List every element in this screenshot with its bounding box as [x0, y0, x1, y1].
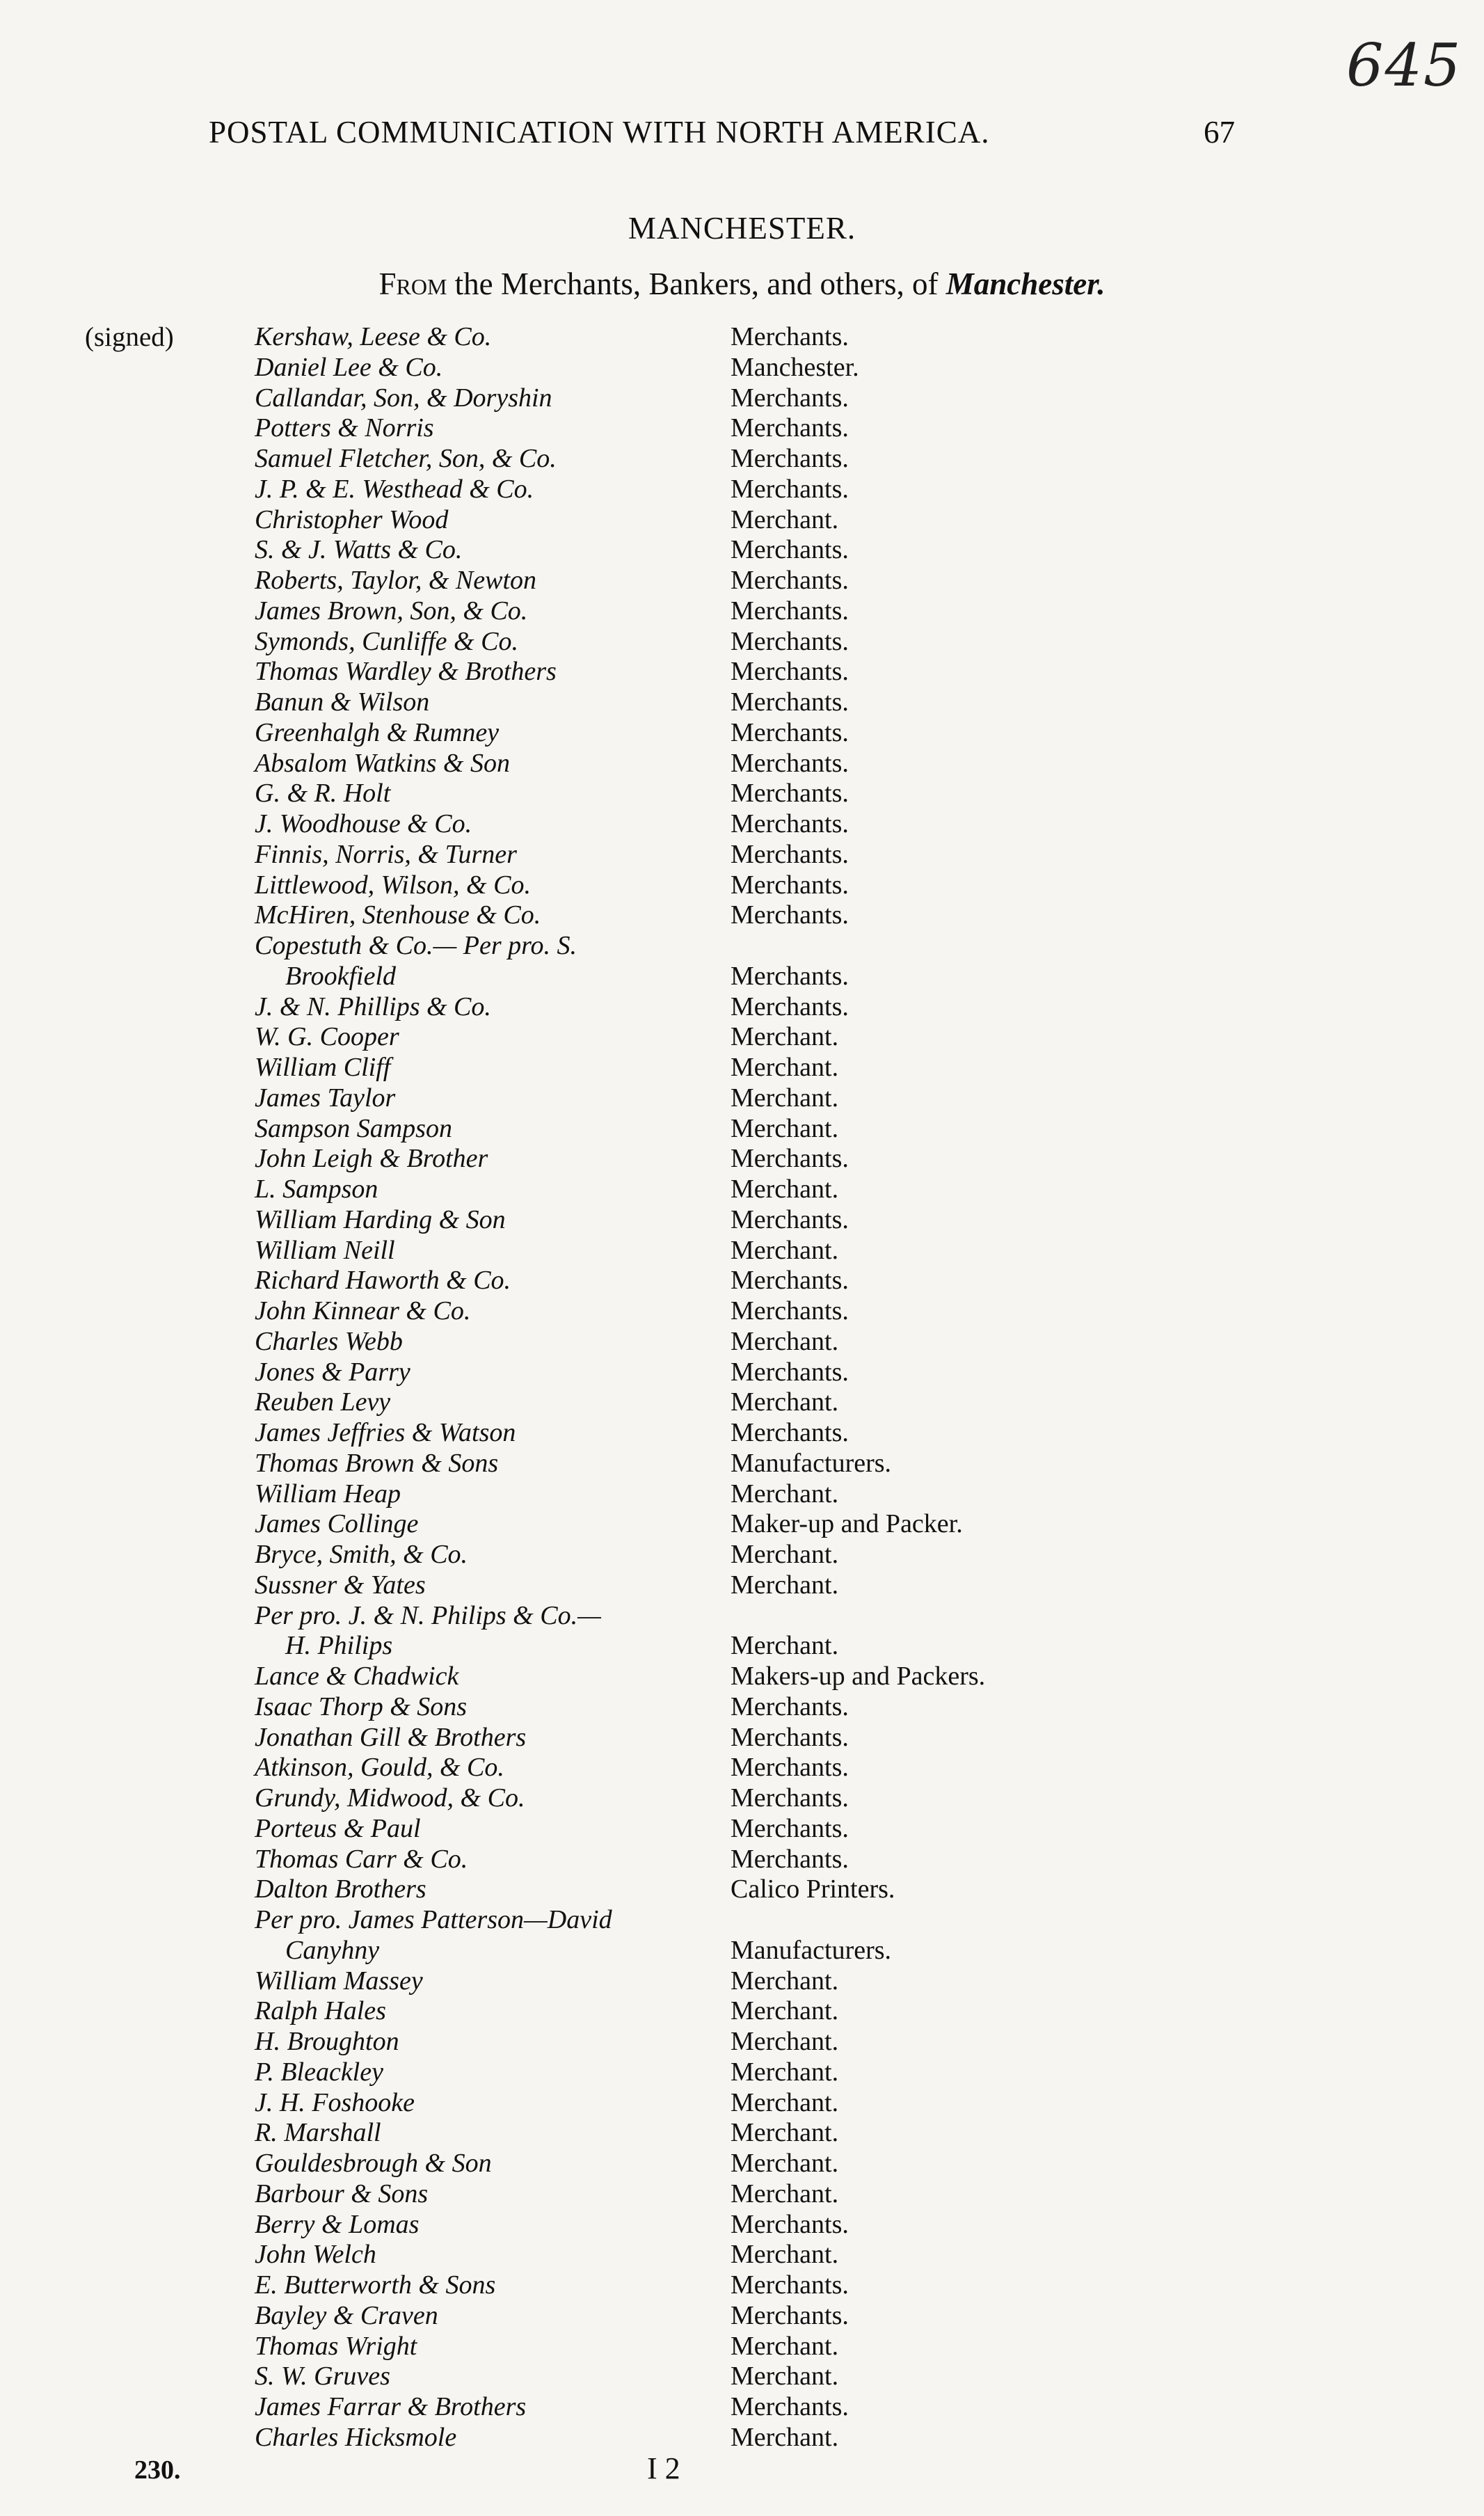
signatory-name: Finnis, Norris, & Turner: [255, 839, 517, 869]
signatory-description: Merchant.: [731, 1326, 839, 1356]
signatory-description: Merchants.: [731, 383, 849, 413]
list-item: [255, 1814, 1069, 1845]
signatory-description: Merchant.: [731, 2027, 839, 2056]
list-item: [255, 1083, 1069, 1114]
signatory-description: Merchants.: [731, 839, 849, 869]
list-item: [255, 1144, 1069, 1175]
signatory-description: Merchants.: [731, 535, 849, 565]
signatory-description: Merchants.: [731, 474, 849, 504]
signatory-name: Thomas Wardley & Brothers: [255, 657, 557, 687]
signatory-description: Merchant.: [731, 2149, 839, 2178]
signatory-description: Merchants.: [731, 413, 849, 443]
list-item: [255, 1723, 1069, 1753]
signatory-description: Merchant.: [731, 2179, 839, 2208]
signatory-name: Dalton Brothers: [255, 1874, 426, 1904]
signatory-description: Merchant.: [731, 1235, 839, 1265]
signatory-description: Manufacturers.: [731, 1448, 892, 1478]
subtitle-place: Manchester.: [946, 266, 1106, 301]
list-item: [255, 1509, 1069, 1540]
list-item: [255, 2392, 1069, 2423]
signatory-name: E. Butterworth & Sons: [255, 2270, 496, 2300]
signed-label: (signed): [85, 322, 174, 352]
signatory-description: Merchants.: [731, 1357, 849, 1387]
signatory-name: James Farrar & Brothers: [255, 2392, 527, 2421]
list-item: [255, 2240, 1069, 2270]
signatory-name: Greenhalgh & Rumney: [255, 717, 500, 747]
list-item: [255, 1662, 1069, 1692]
signatory-description: Merchant.: [731, 1479, 839, 1508]
footer-number: 230.: [134, 2455, 181, 2485]
signatory-name: J. & N. Phillips & Co.: [255, 992, 491, 1021]
signatory-name: Sampson Sampson: [255, 1113, 452, 1143]
signatory-name: William Cliff: [255, 1053, 391, 1082]
list-item: [255, 2088, 1069, 2119]
signatory-description: Merchants.: [731, 596, 849, 626]
list-item: [255, 1205, 1069, 1236]
list-item: [255, 840, 1069, 870]
list-item: [255, 962, 1069, 992]
signatory-description: Merchant.: [731, 1083, 839, 1113]
list-item: [255, 444, 1069, 475]
list-item: [255, 1418, 1069, 1449]
signatory-name: Charles Hicksmole: [255, 2422, 457, 2452]
signatory-description: Merchant.: [731, 1175, 839, 1204]
list-item: [255, 1114, 1069, 1145]
signatory-name: Per pro. J. & N. Philips & Co.—: [255, 1600, 601, 1630]
signatory-name: John Welch: [255, 2240, 376, 2270]
signatory-description: Merchants.: [731, 717, 849, 747]
list-item: [255, 1874, 1069, 1905]
list-item: [255, 1905, 1069, 1936]
list-item: [255, 627, 1069, 658]
signatory-description: Merchants.: [731, 1418, 849, 1447]
signatory-description: Merchants.: [731, 657, 849, 687]
list-item: [255, 1296, 1069, 1327]
signatory-name: Littlewood, Wilson, & Co.: [255, 870, 531, 900]
list-item: [255, 1022, 1069, 1053]
signatory-description: Merchants.: [731, 2270, 849, 2300]
list-item: [255, 353, 1069, 383]
subtitle-prefix: From: [378, 266, 447, 301]
signatory-description: Merchants.: [731, 2300, 849, 2330]
signatory-name: J. Woodhouse & Co.: [255, 809, 472, 838]
list-item: [255, 779, 1069, 809]
signatory-description: Merchant.: [731, 1113, 839, 1143]
signatory-name: Gouldesbrough & Son: [255, 2149, 492, 2178]
signatory-description: Merchants.: [731, 992, 849, 1021]
list-item: [255, 2362, 1069, 2392]
signatory-description: Manchester.: [731, 352, 859, 382]
signatory-name: Bryce, Smith, & Co.: [255, 1540, 468, 1569]
list-item: [255, 687, 1069, 718]
list-item: [255, 657, 1069, 687]
signatory-description: Merchant.: [731, 504, 839, 534]
signatory-description: Merchants.: [731, 687, 849, 717]
list-item: [255, 2423, 1069, 2453]
signatory-name: Richard Haworth & Co.: [255, 1266, 511, 1296]
signatory-description: Merchant.: [731, 2362, 839, 2391]
signatory-name: Reuben Levy: [255, 1387, 391, 1417]
signatory-name: Daniel Lee & Co.: [255, 352, 443, 382]
section-subtitle: [0, 266, 1484, 302]
signatory-name: Per pro. James Patterson—David: [255, 1905, 612, 1934]
list-item: [255, 1570, 1069, 1601]
signatory-name: William Massey: [255, 1966, 423, 1996]
signatory-name: Copestuth & Co.— Per pro. S.: [255, 931, 577, 960]
signatory-description: Merchant.: [731, 2331, 839, 2361]
list-item: [255, 1966, 1069, 1997]
signatory-name: S. W. Gruves: [255, 2362, 390, 2391]
signatory-name: William Harding & Son: [255, 1204, 506, 1234]
signature-mark: I 2: [647, 2451, 680, 2485]
signatory-name: R. Marshall: [255, 2118, 381, 2148]
signatory-description: Merchant.: [731, 2240, 839, 2270]
signatory-name: Banun & Wilson: [255, 687, 430, 717]
page-number: 67: [1204, 115, 1235, 150]
list-item: [255, 1266, 1069, 1296]
list-item: [255, 1357, 1069, 1388]
signatory-name: Jones & Parry: [255, 1357, 410, 1387]
signatory-description: Merchant.: [731, 2118, 839, 2148]
signatory-description: Merchants.: [731, 626, 849, 656]
signatory-description: Merchants.: [731, 779, 849, 809]
signatory-name: Jonathan Gill & Brothers: [255, 1722, 527, 1752]
list-item: [255, 1449, 1069, 1479]
list-item: [255, 1692, 1069, 1723]
signatory-description: Makers-up and Packers.: [731, 1662, 986, 1691]
signatory-name: Symonds, Cunliffe & Co.: [255, 626, 518, 656]
list-item: [255, 535, 1069, 566]
running-header-title: POSTAL COMMUNICATION WITH NORTH AMERICA.: [209, 115, 990, 150]
signatory-name: Roberts, Taylor, & Newton: [255, 566, 537, 595]
signatory-name: Atkinson, Gould, & Co.: [255, 1753, 504, 1783]
list-item: [255, 2301, 1069, 2332]
signatory-description: Merchants.: [731, 870, 849, 900]
signatory-name: Thomas Wright: [255, 2331, 417, 2361]
signatory-name: William Neill: [255, 1235, 395, 1265]
signatory-description: Merchants.: [731, 1266, 849, 1296]
signatory-description: Merchant.: [731, 1996, 839, 2026]
list-item: [255, 870, 1069, 901]
signatory-description: Merchants.: [731, 2392, 849, 2421]
signatory-description: Maker-up and Packer.: [731, 1509, 963, 1539]
list-item: [255, 2149, 1069, 2179]
signatory-name: H. Broughton: [255, 2027, 399, 2056]
signatory-description: Merchants.: [731, 1722, 849, 1752]
list-item: [255, 718, 1069, 749]
list-item: [255, 1053, 1069, 1083]
signatory-name: William Heap: [255, 1479, 401, 1508]
signatory-name: Porteus & Paul: [255, 1813, 421, 1843]
signatory-description: Merchants.: [731, 2209, 849, 2239]
signatory-name: James Brown, Son, & Co.: [255, 596, 528, 626]
signatory-description: Merchant.: [731, 1022, 839, 1052]
signatory-name: Thomas Brown & Sons: [255, 1448, 499, 1478]
signatory-name: Absalom Watkins & Son: [255, 748, 510, 778]
signatory-description: Merchant.: [731, 1387, 839, 1417]
signatory-name: Potters & Norris: [255, 413, 434, 443]
signatory-description: Merchants.: [731, 1691, 849, 1721]
list-item: [255, 992, 1069, 1023]
signatory-name: Thomas Carr & Co.: [255, 1844, 468, 1874]
signatory-description: Merchants.: [731, 1753, 849, 1783]
signatory-name: G. & R. Holt: [255, 779, 391, 809]
signatory-description: Merchants.: [731, 748, 849, 778]
signatory-name: J. H. Foshooke: [255, 2087, 415, 2117]
signatory-name: W. G. Cooper: [255, 1022, 399, 1052]
list-item: [255, 1601, 1069, 1632]
signatory-description: Merchants.: [731, 1813, 849, 1843]
signatory-name: James Collinge: [255, 1509, 419, 1539]
list-item: [255, 2332, 1069, 2362]
signatory-description: Merchants.: [731, 322, 849, 351]
signatory-description: Merchants.: [731, 961, 849, 991]
list-item: [255, 2179, 1069, 2210]
signatory-name: Samuel Fletcher, Son, & Co.: [255, 444, 557, 473]
list-item: [255, 2118, 1069, 2149]
list-item: [255, 2057, 1069, 2088]
list-item: [255, 809, 1069, 840]
signatory-name: McHiren, Stenhouse & Co.: [255, 900, 541, 930]
list-item: [255, 1236, 1069, 1266]
signatory-name: Charles Webb: [255, 1326, 403, 1356]
signatory-description: Merchants.: [731, 444, 849, 473]
list-item: [255, 1845, 1069, 1875]
signatory-name: J. P. & E. Westhead & Co.: [255, 474, 534, 504]
list-item: [255, 322, 1069, 353]
signatory-description: Merchants.: [731, 809, 849, 838]
signatory-name: Brookfield: [285, 961, 396, 991]
list-item: [255, 1175, 1069, 1205]
signatory-name: Ralph Hales: [255, 1996, 386, 2026]
list-item: [255, 566, 1069, 596]
signatory-list: [255, 322, 1069, 2453]
signatory-description: Merchant.: [731, 1570, 839, 1600]
signatory-description: Merchants.: [731, 1844, 849, 1874]
list-item: [255, 505, 1069, 536]
signatory-name: Grundy, Midwood, & Co.: [255, 1783, 525, 1813]
signatory-name: Kershaw, Leese & Co.: [255, 322, 492, 351]
handwritten-folio-number: 645: [1346, 31, 1462, 99]
list-item: [255, 413, 1069, 444]
signatory-name: Isaac Thorp & Sons: [255, 1691, 468, 1721]
signatory-name: Berry & Lomas: [255, 2209, 420, 2239]
signatory-name: S. & J. Watts & Co.: [255, 535, 463, 565]
signatory-name: L. Sampson: [255, 1175, 378, 1204]
signatory-description: Merchant.: [731, 1631, 839, 1661]
signatory-name: John Leigh & Brother: [255, 1144, 488, 1174]
subtitle-middle: the Merchants, Bankers, and others, of: [447, 266, 946, 301]
signatory-description: Merchant.: [731, 1053, 839, 1082]
section-title: MANCHESTER.: [628, 211, 856, 246]
list-item: [255, 1479, 1069, 1510]
signatory-name: Canyhny: [285, 1935, 380, 1965]
list-item: [255, 900, 1069, 931]
signatory-description: Calico Printers.: [731, 1874, 895, 1904]
list-item: [255, 1936, 1069, 1966]
signatory-description: Manufacturers.: [731, 1935, 892, 1965]
signatory-name: James Taylor: [255, 1083, 396, 1113]
signatory-description: Merchants.: [731, 1783, 849, 1813]
list-item: [255, 596, 1069, 627]
signatory-description: Merchants.: [731, 1144, 849, 1174]
list-item: [255, 1996, 1069, 2027]
signatory-description: Merchant.: [731, 2422, 839, 2452]
signatory-description: Merchants.: [731, 900, 849, 930]
signatory-name: James Jeffries & Watson: [255, 1418, 516, 1447]
signatory-name: H. Philips: [285, 1631, 393, 1661]
list-item: [255, 2210, 1069, 2240]
signatory-name: Callandar, Son, & Doryshin: [255, 383, 552, 413]
signatory-description: Merchants.: [731, 1204, 849, 1234]
signatory-description: Merchant.: [731, 1540, 839, 1569]
list-item: [255, 475, 1069, 505]
signatory-description: Merchant.: [731, 2087, 839, 2117]
list-item: [255, 1540, 1069, 1570]
signatory-name: Lance & Chadwick: [255, 1662, 459, 1691]
signatory-name: Sussner & Yates: [255, 1570, 426, 1600]
list-item: [255, 931, 1069, 962]
signatory-name: John Kinnear & Co.: [255, 1296, 471, 1325]
signatory-name: P. Bleackley: [255, 2057, 383, 2087]
list-item: [255, 1753, 1069, 1783]
list-item: [255, 1631, 1069, 1662]
list-item: [255, 1387, 1069, 1418]
signatory-name: Christopher Wood: [255, 504, 449, 534]
list-item: [255, 383, 1069, 414]
list-item: [255, 1327, 1069, 1357]
signatory-name: Barbour & Sons: [255, 2179, 429, 2208]
list-item: [255, 2270, 1069, 2301]
signatory-description: Merchant.: [731, 1966, 839, 1996]
signatory-description: Merchant.: [731, 2057, 839, 2087]
list-item: [255, 1783, 1069, 1814]
list-item: [255, 749, 1069, 779]
list-item: [255, 2027, 1069, 2057]
signatory-description: Merchants.: [731, 1296, 849, 1325]
signatory-description: Merchants.: [731, 566, 849, 595]
signatory-name: Bayley & Craven: [255, 2300, 438, 2330]
